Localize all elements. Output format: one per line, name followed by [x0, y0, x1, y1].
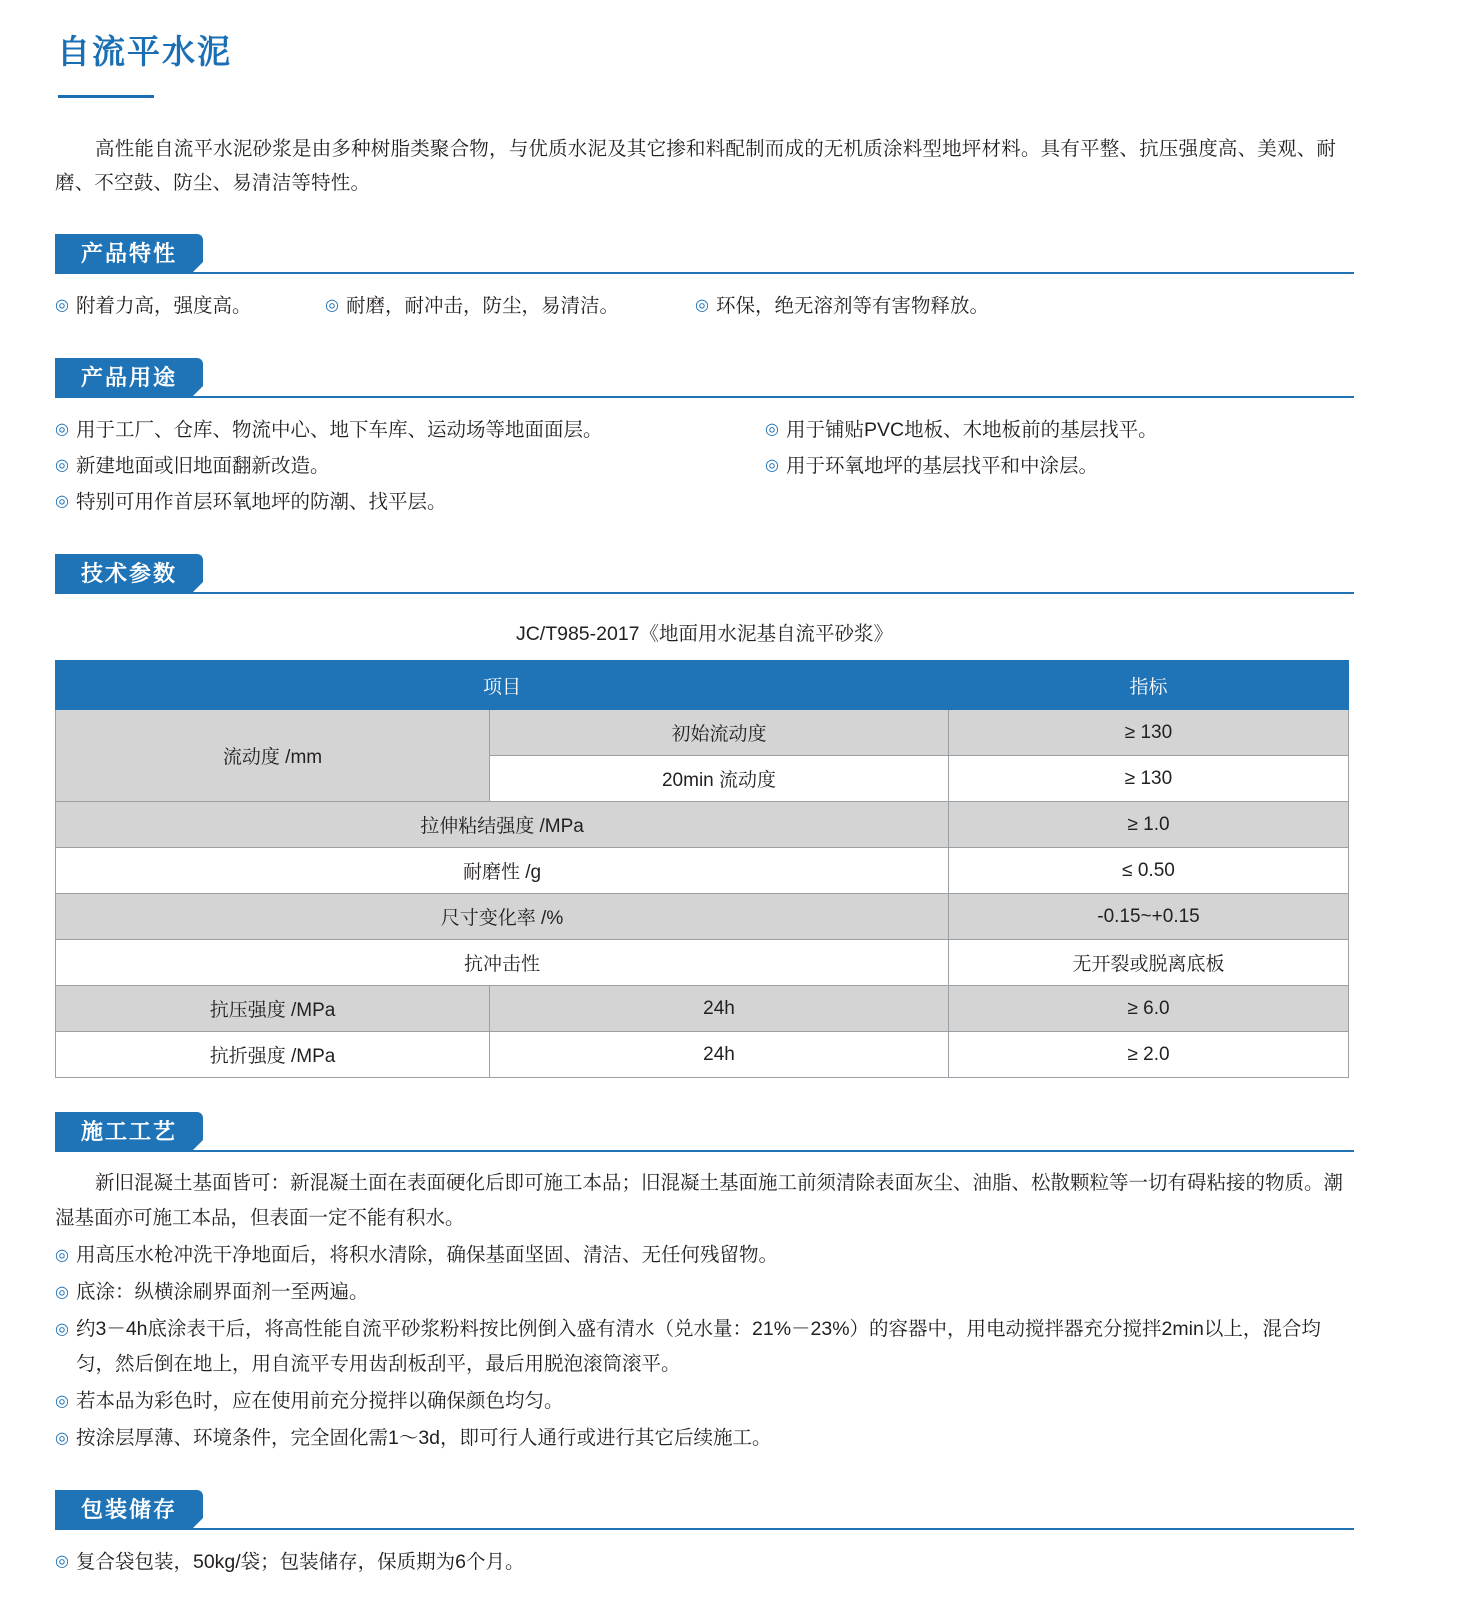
cell-item-sub: 24h [490, 1032, 949, 1078]
section-title-technical: 技术参数 [55, 554, 203, 594]
packaging-list [55, 1544, 1354, 1580]
diamond-bullet-icon: ◎ [55, 493, 69, 510]
table-row [56, 894, 1349, 940]
title-underline [58, 95, 154, 98]
table-row [56, 802, 1349, 848]
list-item-label: 特别可用作首层环氧地坪的防潮、找平层。 [75, 491, 447, 513]
list-item [55, 412, 765, 448]
cell-value: ≥ 130 [949, 710, 1349, 756]
list-item [325, 288, 695, 324]
uses-column-left [55, 412, 765, 520]
section-features [55, 234, 1354, 324]
section-title-features: 产品特性 [55, 234, 203, 274]
section-divider [55, 272, 1354, 274]
technical-spec-table [55, 660, 1349, 1078]
section-divider [55, 1528, 1354, 1530]
diamond-bullet-icon: ◎ [55, 1284, 69, 1301]
list-item [55, 448, 765, 484]
diamond-bullet-icon: ◎ [765, 457, 779, 474]
list-item [695, 288, 989, 324]
table-row [56, 710, 1349, 756]
section-divider [55, 396, 1354, 398]
diamond-bullet-icon: ◎ [55, 1553, 69, 1570]
table-caption: JC/T985-2017《地面用水泥基自流平砂浆》 [515, 623, 894, 645]
list-item-label: 复合袋包装，50kg/袋；包装储存，保质期为6个月。 [75, 1551, 525, 1573]
intro-paragraph: 高性能自流平水泥砂浆是由多种树脂类聚合物，与优质水泥及其它掺和料配制而成的无机质涂料型地坪材料。具有平整、抗压强度高、美观、耐磨、不空鼓、防尘、易清洁等特性。 [55, 138, 1337, 194]
diamond-bullet-icon: ◎ [695, 297, 709, 314]
list-item [55, 1384, 1354, 1419]
diamond-bullet-icon: ◎ [55, 1430, 69, 1447]
cell-value: ≥ 1.0 [949, 802, 1349, 848]
list-item [55, 1238, 1354, 1273]
list-item-label: 附着力高，强度高。 [75, 295, 252, 317]
section-title-packaging: 包装储存 [55, 1490, 203, 1530]
features-list [55, 288, 1354, 324]
table-header-row [56, 661, 1349, 710]
cell-item-name: 拉伸粘结强度 /MPa [56, 802, 949, 848]
table-row [56, 1032, 1349, 1078]
uses-list [55, 412, 1354, 520]
section-header-construction [55, 1112, 1354, 1152]
cell-value: ≥ 130 [949, 756, 1349, 802]
cell-item-sub: 24h [490, 986, 949, 1032]
list-item [55, 484, 765, 520]
cell-item-name: 流动度 /mm [56, 710, 490, 802]
list-item-label: 按涂层厚薄、环境条件，完全固化需1～3d，即可行人通行或进行其它后续施工。 [75, 1427, 772, 1449]
construction-paragraph: 新旧混凝土基面皆可：新混凝土面在表面硬化后即可施工本品；旧混凝土基面施工前须清除表面灰尘、油脂、松散颗粒等一切有碍粘接的物质。潮湿基面亦可施工本品，但表面一定不能有积水。 [55, 1172, 1344, 1229]
table-row [56, 940, 1349, 986]
list-item-label: 用高压水枪冲洗干净地面后，将积水清除，确保基面坚固、清洁、无任何残留物。 [75, 1244, 778, 1266]
list-item [765, 412, 1158, 448]
column-header-index: 指标 [949, 661, 1349, 710]
list-item-label: 环保，绝无溶剂等有害物释放。 [715, 295, 989, 317]
section-technical [55, 554, 1354, 1078]
section-uses [55, 358, 1354, 520]
section-title-uses: 产品用途 [55, 358, 203, 398]
cell-value: 无开裂或脱离底板 [949, 940, 1349, 986]
list-item-label: 用于环氧地坪的基层找平和中涂层。 [785, 455, 1098, 477]
uses-column-right [765, 412, 1158, 520]
cell-value: ≤ 0.50 [949, 848, 1349, 894]
list-item-label: 若本品为彩色时，应在使用前充分搅拌以确保颜色均匀。 [75, 1390, 564, 1412]
cell-item-name: 尺寸变化率 /% [56, 894, 949, 940]
section-header-uses [55, 358, 1354, 398]
cell-value: -0.15~+0.15 [949, 894, 1349, 940]
cell-item-sub: 20min 流动度 [490, 756, 949, 802]
section-packaging [55, 1490, 1354, 1580]
list-item [765, 448, 1158, 484]
construction-list [55, 1238, 1354, 1456]
list-item [55, 1275, 1354, 1310]
section-title-construction: 施工工艺 [55, 1112, 203, 1152]
diamond-bullet-icon: ◎ [55, 297, 69, 314]
diamond-bullet-icon: ◎ [55, 1247, 69, 1264]
cell-item-name: 抗折强度 /MPa [56, 1032, 490, 1078]
page-title: 自流平水泥 [57, 33, 232, 70]
cell-item-sub: 初始流动度 [490, 710, 949, 756]
diamond-bullet-icon: ◎ [55, 1393, 69, 1410]
list-item-label: 约3－4h底涂表干后，将高性能自流平砂浆粉料按比例倒入盛有清水（兑水量：21%－23%）的容器中，用电动搅拌器充分搅拌2min以上，混合均匀，然后倒在地上，用自流平专用齿刮板刮平，最后用脱泡滚筒滚平。 [75, 1318, 1321, 1375]
list-item-label: 耐磨，耐冲击，防尘，易清洁。 [345, 295, 619, 317]
list-item-label: 新建地面或旧地面翻新改造。 [75, 455, 330, 477]
diamond-bullet-icon: ◎ [55, 421, 69, 438]
section-divider [55, 1150, 1354, 1152]
section-header-packaging [55, 1490, 1354, 1530]
list-item [55, 288, 325, 324]
table-row [56, 848, 1349, 894]
section-header-features [55, 234, 1354, 274]
column-header-item: 项目 [56, 661, 949, 710]
section-construction [55, 1112, 1354, 1456]
list-item-label: 用于工厂、仓库、物流中心、地下车库、运动场等地面面层。 [75, 419, 603, 441]
list-item [55, 1421, 1354, 1456]
table-row [56, 986, 1349, 1032]
list-item-label: 底涂：纵横涂刷界面剂一至两遍。 [75, 1281, 369, 1303]
cell-item-name: 抗冲击性 [56, 940, 949, 986]
list-item [55, 1544, 1354, 1580]
list-item [55, 1312, 1354, 1382]
cell-value: ≥ 6.0 [949, 986, 1349, 1032]
cell-item-name: 抗压强度 /MPa [56, 986, 490, 1032]
diamond-bullet-icon: ◎ [55, 1321, 69, 1338]
cell-value: ≥ 2.0 [949, 1032, 1349, 1078]
section-header-technical [55, 554, 1354, 594]
cell-item-name: 耐磨性 /g [56, 848, 949, 894]
diamond-bullet-icon: ◎ [55, 457, 69, 474]
list-item-label: 用于铺贴PVC地板、木地板前的基层找平。 [785, 419, 1158, 441]
diamond-bullet-icon: ◎ [325, 297, 339, 314]
section-divider [55, 592, 1354, 594]
diamond-bullet-icon: ◎ [765, 421, 779, 438]
